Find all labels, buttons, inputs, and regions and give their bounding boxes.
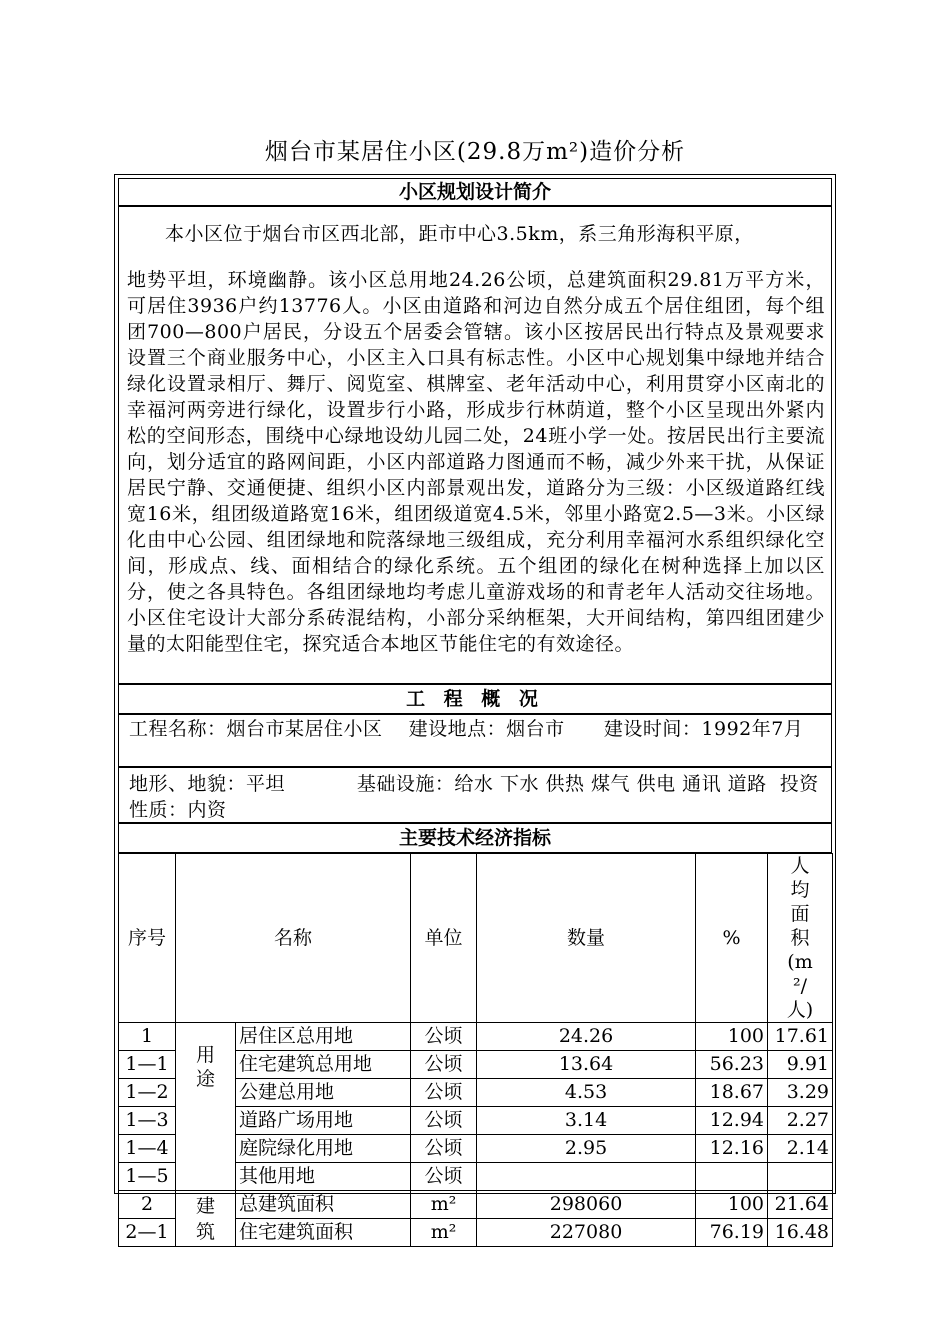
row-name: 住宅建筑总用地 <box>236 1051 411 1079</box>
row-unit: 公顷 <box>411 1135 477 1163</box>
project-info-text-2: 地形、地貌：平坦 基础设施：给水 下水 供热 煤气 供电 通讯 道路 投资性质：内资 <box>129 773 819 821</box>
row-pct: 12.94 <box>696 1107 768 1135</box>
row-no: 1—5 <box>119 1163 176 1191</box>
row-qty: 227080 <box>477 1219 696 1247</box>
row-pct: 56.23 <box>696 1051 768 1079</box>
row-qty: 298060 <box>477 1191 696 1219</box>
project-header-text: 工 程 概 况 <box>406 688 544 710</box>
row-no: 2 <box>119 1191 176 1219</box>
project-info-line-1 <box>118 714 832 767</box>
row-name: 居住区总用地 <box>236 1023 411 1051</box>
row-qty: 2.95 <box>477 1135 696 1163</box>
group-label-building <box>176 1191 236 1247</box>
col-header-pct: % <box>696 854 768 1023</box>
col-header-unit: 单位 <box>411 854 477 1023</box>
row-per-capita: 16.48 <box>768 1219 833 1247</box>
row-unit: 公顷 <box>411 1107 477 1135</box>
row-no: 1—2 <box>119 1079 176 1107</box>
group-building-text: 建筑 <box>195 1195 215 1243</box>
row-unit: 公顷 <box>411 1051 477 1079</box>
kpi-section-header <box>118 823 832 853</box>
project-info-line-2 <box>118 767 832 823</box>
row-no: 1—3 <box>119 1107 176 1135</box>
kpi-header-text: 主要技术经济指标 <box>398 827 551 849</box>
row-pct: 100 <box>696 1023 768 1051</box>
table-row <box>119 1023 833 1051</box>
row-pct <box>696 1163 768 1191</box>
row-name: 庭院绿化用地 <box>236 1135 411 1163</box>
intro-section-body <box>118 206 832 684</box>
row-no: 1 <box>119 1023 176 1051</box>
row-pct: 76.19 <box>696 1219 768 1247</box>
col-header-qty: 数量 <box>477 854 696 1023</box>
row-pct: 18.67 <box>696 1079 768 1107</box>
row-per-capita: 21.64 <box>768 1191 833 1219</box>
document-title: 烟台市某居住小区(29.8万m²)造价分析 <box>264 139 686 165</box>
row-name: 道路广场用地 <box>236 1107 411 1135</box>
row-unit: 公顷 <box>411 1079 477 1107</box>
row-qty: 4.53 <box>477 1079 696 1107</box>
row-pct: 12.16 <box>696 1135 768 1163</box>
project-section-header <box>118 684 832 714</box>
intro-header-text: 小区规划设计简介 <box>398 181 551 203</box>
intro-paragraph: 地势平坦，环境幽静。该小区总用地24.26公顷，总建筑面积29.81万平方米，可居住3936户约13776人。小区由道路和河边自然分成五个居住组团，每个组团700—800户居民，分设五个居委会管辖。该小区按居民出行特点及景观要求设置三个商业服务中心，小区主入口具有标志性。小区中心规划集中绿地并结合绿化设置录相厅、舞厅、阅览室、棋牌室、老年活动中心，利用贯穿小区南北的幸福河两旁进行绿化，设置步行小路，形成步行林荫道，整个小区呈现出外紧内松的空间形态，围绕中心绿地设幼儿园二处，24班小学一处。按居民出行主要流向，划分适宜的路网间距，小区内部道路力图通而不畅，减少外来干扰，从保证居民宁静、交通便捷、组织小区内部景观出发，道路分为三级：小区级道路红线宽16米，组团级道路宽16米，组团级道宽4.5米，邻里小路宽2.5—3米。小区绿化由中心公园、组团绿地和院落绿地三级组成，充分利用幸福河水系组织绿化空间，形成点、线、面相结合的绿化系统。五个组团的绿化在树种选择上加以区分，使之各具特色。各组团绿地均考虑儿童游戏场的和青老年人活动交往场地。小区住宅设计大部分系砖混结构，小部分采纳框架，大开间结构，第四组团建少量的太阳能型住宅，探究适合本地区节能住宅的有效途径。 <box>127 269 825 655</box>
col-header-name: 名称 <box>176 854 411 1023</box>
row-qty: 24.26 <box>477 1023 696 1051</box>
row-unit: m² <box>411 1191 477 1219</box>
project-info-text-1: 工程名称：烟台市某居住小区 建设地点：烟台市 建设时间：1992年7月 <box>129 718 804 740</box>
row-per-capita: 3.29 <box>768 1079 833 1107</box>
row-name: 其他用地 <box>236 1163 411 1191</box>
row-per-capita: 2.27 <box>768 1107 833 1135</box>
row-qty: 13.64 <box>477 1051 696 1079</box>
row-qty <box>477 1163 696 1191</box>
row-pct: 100 <box>696 1191 768 1219</box>
row-unit: 公顷 <box>411 1163 477 1191</box>
row-no: 2—1 <box>119 1219 176 1247</box>
intro-section-header <box>118 178 832 206</box>
row-name: 总建筑面积 <box>236 1191 411 1219</box>
row-name: 住宅建筑面积 <box>236 1219 411 1247</box>
kpi-table <box>118 853 833 1247</box>
row-per-capita: 17.61 <box>768 1023 833 1051</box>
intro-first-line: 本小区位于烟台市区西北部，距市中心3.5km，系三角形海积平原， <box>165 223 754 245</box>
row-qty: 3.14 <box>477 1107 696 1135</box>
col-header-no: 序号 <box>119 854 176 1023</box>
row-no: 1—4 <box>119 1135 176 1163</box>
group-use-text: 用途 <box>195 1044 215 1090</box>
per-capita-header-text: 人均面积(m²/人) <box>786 855 814 1021</box>
col-header-per-capita <box>768 854 833 1023</box>
row-name: 公建总用地 <box>236 1079 411 1107</box>
row-per-capita: 9.91 <box>768 1051 833 1079</box>
row-per-capita: 2.14 <box>768 1135 833 1163</box>
row-unit: m² <box>411 1219 477 1247</box>
row-no: 1—1 <box>119 1051 176 1079</box>
group-label-use <box>176 1023 236 1191</box>
row-unit: 公顷 <box>411 1023 477 1051</box>
kpi-header-row <box>119 854 833 1023</box>
table-row <box>119 1191 833 1219</box>
row-per-capita <box>768 1163 833 1191</box>
